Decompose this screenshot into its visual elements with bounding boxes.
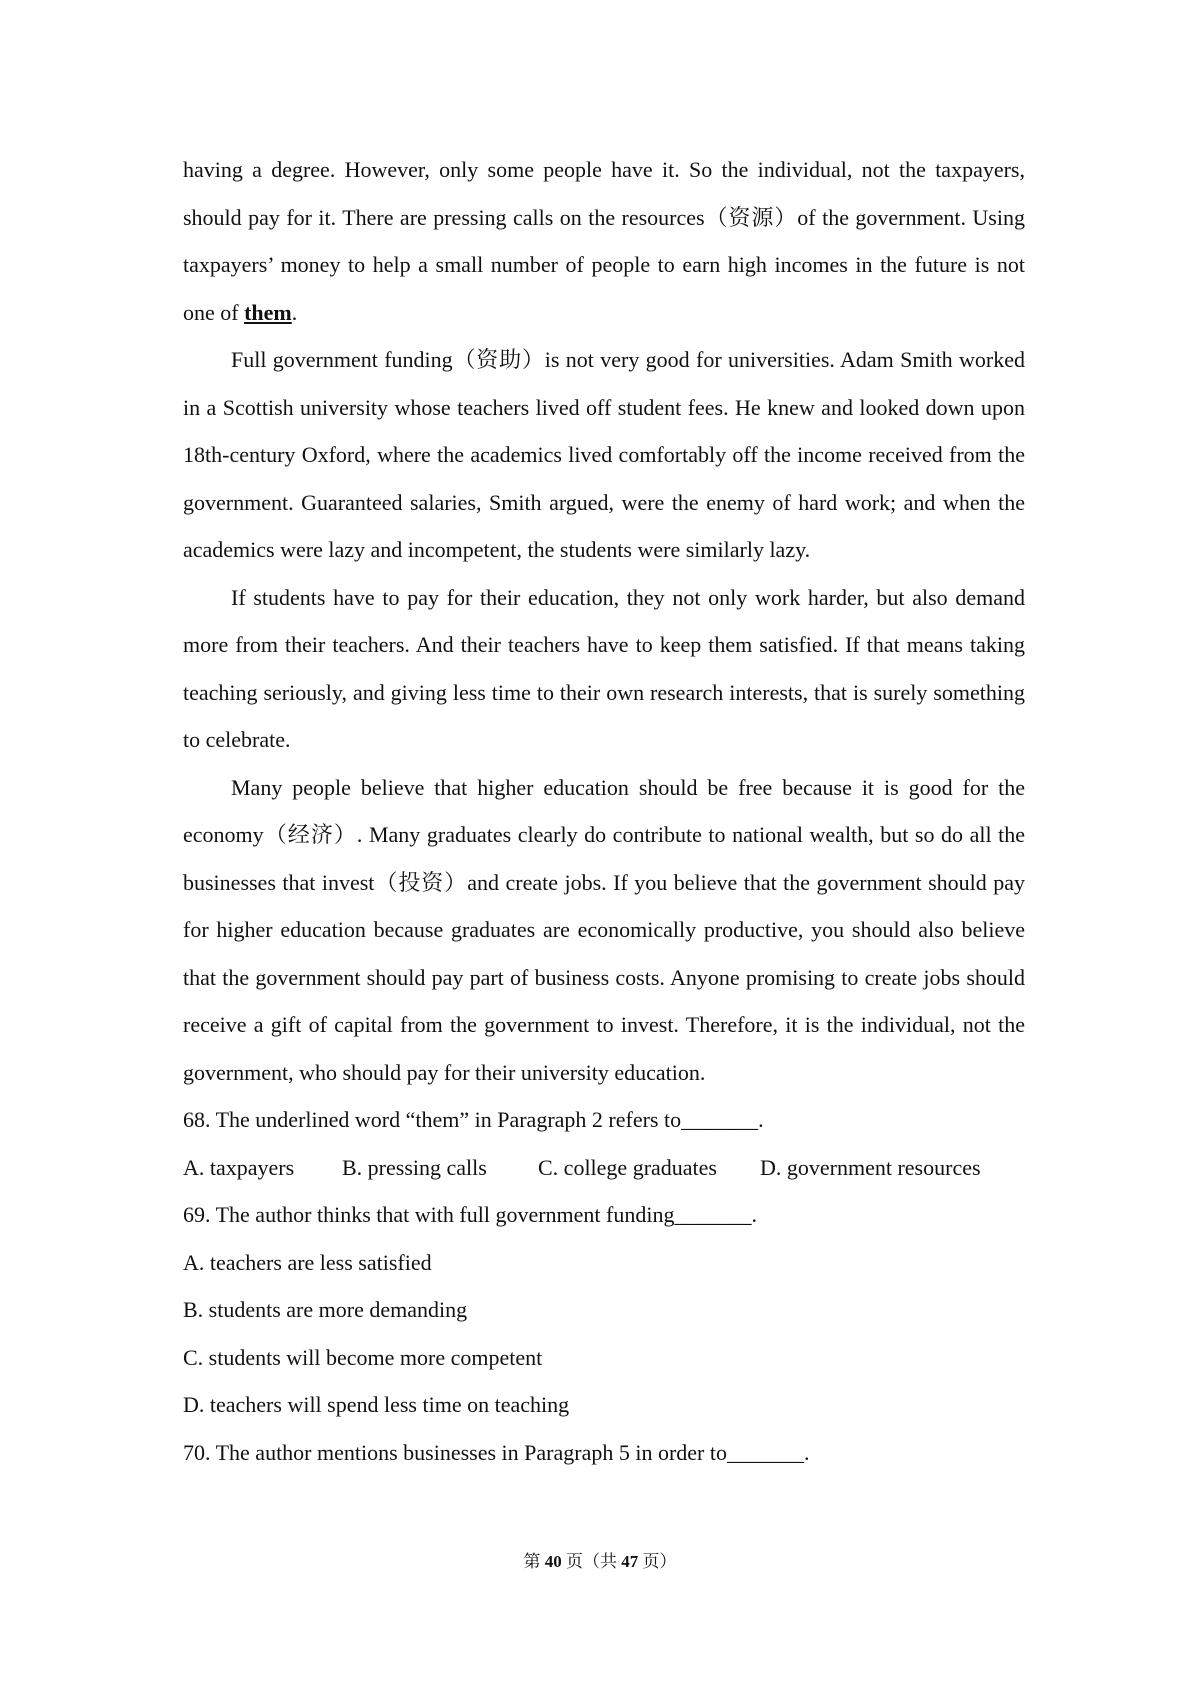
question-68-option-d: D. government resources [760,1154,981,1180]
question-69-option-b: B. students are more demanding [183,1297,468,1322]
question-68-option-a: A. taxpayers [183,1154,295,1180]
paragraph-4: Many people believe that higher education should be free because it is good for the economy（经济）. Many graduates clearly do contribute to national wealth, but so do all the businesses that invest（投资）and create jobs. If you believe that the government should pay for higher education because graduates are economically productive, you should also believe that the government should pay part of business costs. Anyone promising to create jobs should receive a gift of capital from the government to invest. Therefore, it is the individual, not the government, who should pay for their university education. [183,774,1025,1085]
footer-prefix: 第 [523,1552,545,1571]
paragraph-1 [183,146,1025,336]
paragraph-3: If students have to pay for their education, they not only work harder, but also demand more from their teachers. And their teachers have to keep them satisfied. If that means taking teaching seriously, and giving less time to their own research interests, that is surely something to celebrate. [183,584,1025,752]
question-69-option-a: A. teachers are less satisfied [183,1249,432,1275]
reading-passage [183,146,1025,1476]
question-70-stem: 70. The author mentions businesses in Paragraph 5 in order to_______. [183,1439,810,1465]
paragraph-1-text: having a degree. However, only some people have it. So the individual, not the taxpayers, should pay for it. There are pressing calls on the resources（资源）of the government. Using taxpayers’ money to help a small number of people to earn high incomes in the future is not one of [183,157,1025,325]
underlined-word: them [244,299,292,325]
question-69-stem: 69. The author thinks that with full government funding_______. [183,1202,757,1227]
footer-page-number: 40 [544,1552,562,1571]
footer-middle: 页（共 [561,1552,622,1571]
question-69-option-d: D. teachers will spend less time on teaching [183,1392,570,1417]
question-68-option-b: B. pressing calls [342,1154,487,1180]
paragraph-1-end: . [291,299,298,325]
question-68-stem: 68. The underlined word “them” in Paragraph 2 refers to_______. [183,1107,764,1132]
page-footer [0,1551,1200,1573]
footer-suffix: 页） [638,1552,677,1571]
paragraph-2: Full government funding（资助）is not very good for universities. Adam Smith worked in a Scottish university whose teachers lived off student fees. He knew and looked down upon 18th-century Oxford, where the academics lived comfortably off the income received from the government. Guaranteed salaries, Smith argued, were the enemy of hard work; and when the academics were lazy and incompetent, the students were similarly lazy. [183,347,1025,562]
question-69-option-c: C. students will become more competent [183,1344,543,1370]
question-68-options [183,1144,1025,1192]
footer-total-pages: 47 [621,1552,639,1571]
question-68-option-c: C. college graduates [538,1154,717,1180]
